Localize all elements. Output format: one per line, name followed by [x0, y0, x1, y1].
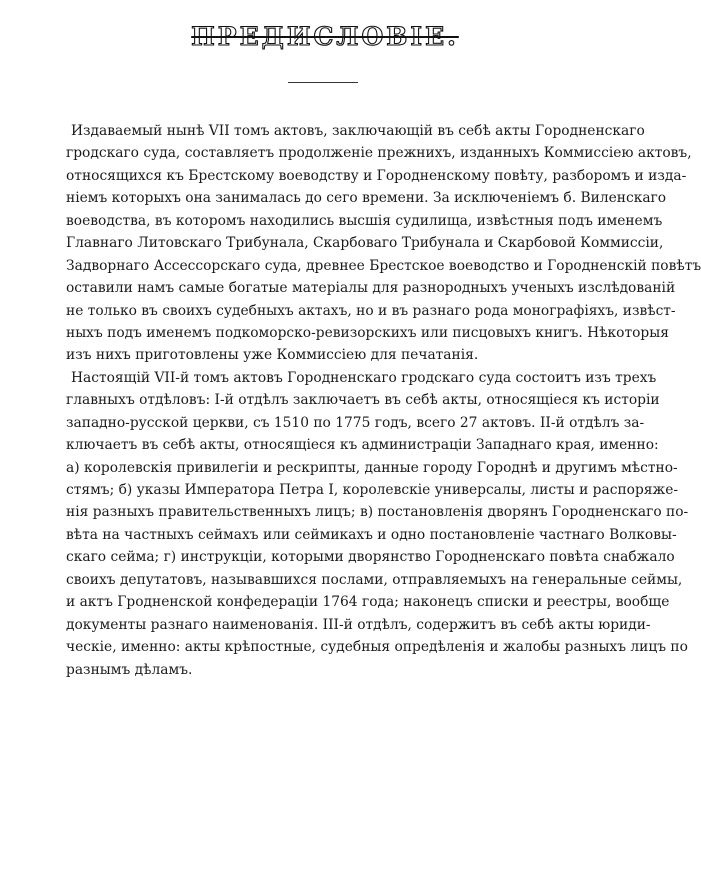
text-line: ческіе, именно: акты крѣпостные, судебныя опредѣленія и жалобы разныхъ лицъ по — [66, 639, 688, 656]
text-line: гродскаго суда, составляетъ продолженіе прежнихъ, изданныхъ Коммиссіею актовъ, — [66, 145, 692, 162]
text-line: своихъ депутатовъ, называвшихся послами, отправляемыхъ на генеральные сеймы, — [66, 571, 683, 588]
text-line: ключаетъ въ себѣ акты, относящіеся къ администраціи Западнаго края, именно: — [66, 437, 659, 454]
text-line: Главнаго Литовскаго Трибунала, Скарбоваго Трибунала и Скарбовой Коммиссіи, — [66, 235, 664, 252]
preface-body — [66, 120, 701, 681]
text-line: Задворнаго Ассессорскаго суда, древнее Брестское воеводство и Городненскій повѣтъ — [66, 257, 701, 274]
paragraph-1 — [66, 120, 701, 367]
text-line: разнымъ дѣламъ. — [66, 661, 193, 678]
text-line: а) королевскія привилегіи и рескрипты, данные городу Городнѣ и другимъ мѣстно- — [66, 459, 678, 476]
text-line: нія разныхъ правительственныхъ лицъ; в) постановленія дворянъ Городненскаго по- — [66, 504, 689, 521]
text-line: изъ нихъ приготовлены уже Коммиссіею для печатанія. — [66, 347, 479, 364]
text-line: скаго сейма; г) инструкціи, которыми дворянство Городненскаго повѣта снабжало — [66, 549, 675, 566]
text-line: ніемъ которыхъ она занималась до сего времени. За исключеніемъ б. Виленскаго — [66, 190, 667, 207]
text-line: главныхъ отдѣловъ: I-й отдѣлъ заключаетъ въ себѣ акты, относящіеся къ исторіи — [66, 392, 660, 409]
text-line: относящихся къ Брестскому воеводству и Городненскому повѣту, разборомъ и изда- — [66, 167, 687, 184]
text-line: ныхъ подъ именемъ подкоморско-ревизорскихъ или писцовыхъ книгъ. Нѣкоторыя — [66, 324, 669, 341]
text-line: стямъ; б) указы Императора Петра I, королевскіе универсалы, листы и распоряже- — [66, 482, 679, 498]
page-title: ПРЕДИСЛОВІЕ. — [191, 22, 459, 51]
text-line: документы разнаго наименованія. III-й отдѣлъ, содержитъ въ себѣ акты юриди- — [66, 616, 651, 633]
text-line: не только въ своихъ судебныхъ актахъ, но и въ разнаго рода монографіяхъ, извѣст- — [66, 302, 676, 319]
paragraph-2 — [66, 367, 689, 681]
title-divider — [288, 82, 358, 83]
text-line: оставили намъ самые богатые матеріалы для разнородныхъ ученыхъ изслѣдованій — [66, 280, 676, 297]
text-line: воеводства, въ которомъ находились высшія судилища, извѣстныя подъ именемъ — [66, 212, 663, 229]
text-line: и актъ Гродненской конфедераціи 1764 года; наконецъ списки и реестры, вообще — [66, 594, 670, 611]
text-line: Издаваемый нынѣ VII томъ актовъ, заключающій въ себѣ акты Городненскаго — [71, 123, 645, 139]
text-line: вѣта на частныхъ сеймахъ или сеймикахъ и одно постановленіе частнаго Волковы- — [66, 526, 677, 543]
text-line: западно-русской церкви, съ 1510 по 1775 годъ, всего 27 актовъ. II-й отдѣлъ за- — [66, 414, 645, 431]
text-line: Настоящій VII-й томъ актовъ Городненскаго гродскаго суда состоитъ изъ трехъ — [71, 369, 657, 386]
